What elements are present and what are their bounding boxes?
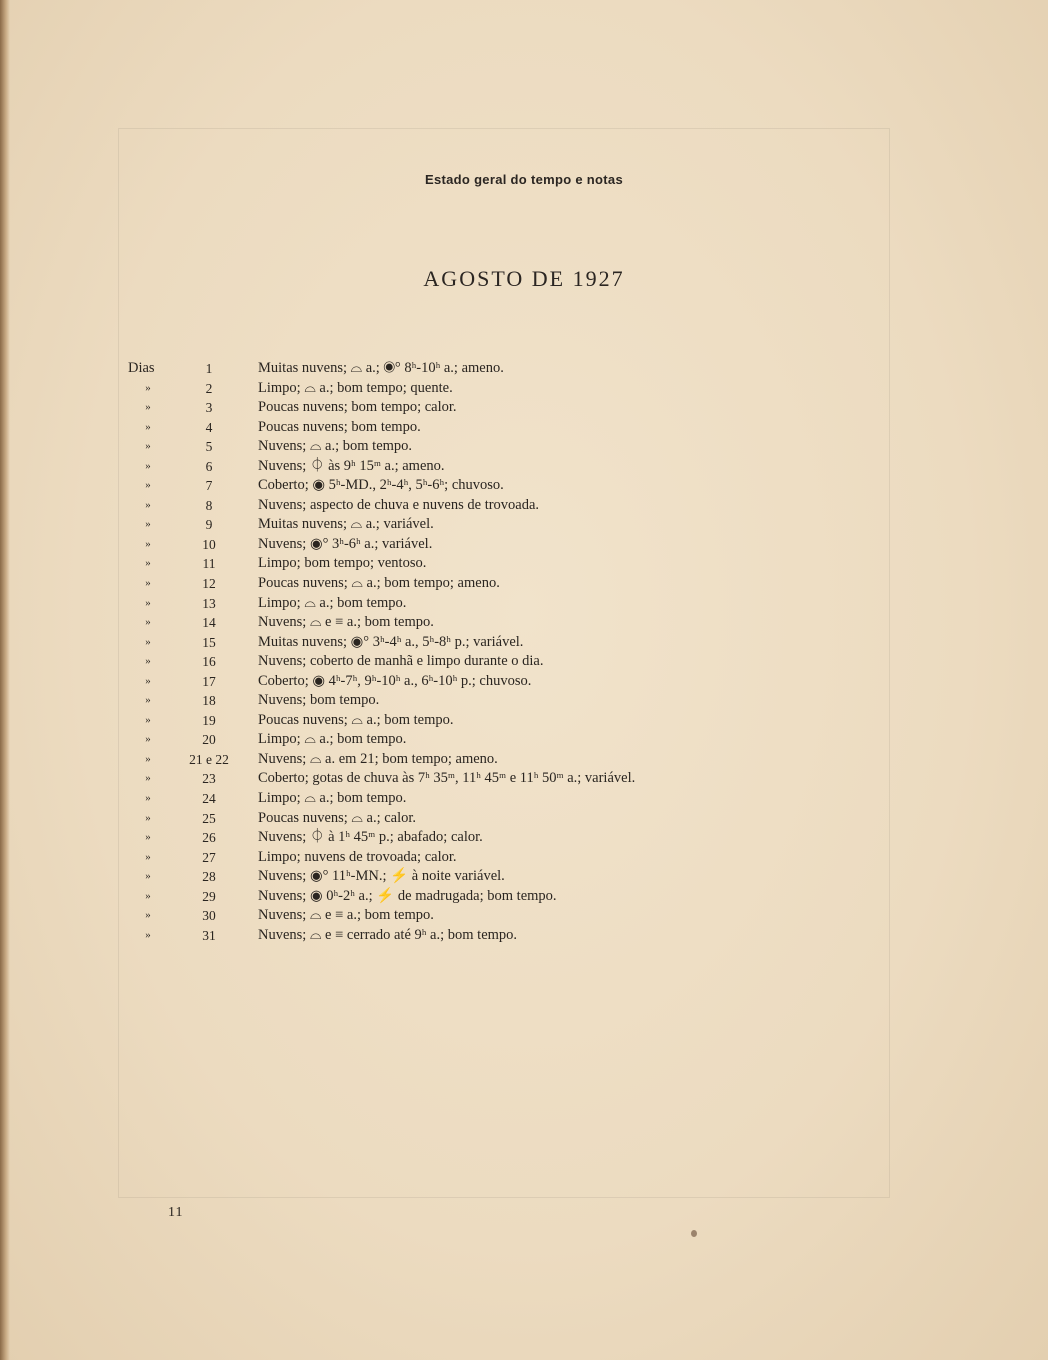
day-number: 4 [205, 419, 213, 435]
weather-note: Nuvens; ⌓ e ≡ a.; bom tempo. [258, 614, 434, 631]
weather-note: Limpo; bom tempo; ventoso. [258, 555, 427, 572]
log-row [0, 769, 1048, 789]
day-number: 29 [202, 888, 216, 904]
log-row [0, 515, 1048, 535]
day-number: 25 [202, 810, 216, 826]
weather-note: Poucas nuvens; bom tempo; calor. [258, 399, 457, 416]
day-number: 2 [205, 380, 213, 396]
log-row [0, 809, 1048, 829]
weather-note: Nuvens; ⌓ a. em 21; bom tempo; ameno. [258, 750, 498, 767]
log-row [0, 535, 1048, 555]
dias-label: Dias [128, 360, 155, 376]
log-row [0, 594, 1048, 614]
ditto-mark: » [145, 557, 151, 570]
log-row [0, 828, 1048, 848]
day-number: 28 [202, 869, 216, 885]
running-header: Estado geral do tempo e notas [425, 172, 623, 187]
ditto-mark: » [145, 616, 151, 629]
day-number: 26 [202, 830, 216, 846]
ditto-mark: » [145, 772, 151, 785]
day-number: 20 [202, 732, 216, 748]
ditto-mark: » [145, 870, 151, 883]
weather-note: Nuvens; bom tempo. [258, 692, 380, 709]
weather-note: Poucas nuvens; ⌓ a.; bom tempo; ameno. [258, 575, 500, 592]
ditto-mark: » [145, 674, 151, 687]
weather-note: Nuvens; ⏀ às 9ʰ 15ᵐ a.; ameno. [258, 457, 445, 474]
weather-note: Nuvens; coberto de manhã e limpo durante o dia. [258, 653, 544, 670]
log-row [0, 398, 1048, 418]
ditto-mark: » [145, 537, 151, 550]
ditto-mark: » [145, 694, 151, 707]
weather-note: Limpo; ⌓ a.; bom tempo. [258, 731, 407, 748]
ditto-mark: » [145, 635, 151, 648]
day-number: 10 [202, 536, 216, 552]
ditto-mark: » [145, 733, 151, 746]
weather-note: Limpo; nuvens de trovoada; calor. [258, 848, 457, 865]
weather-note: Coberto; ◉ 5ʰ-MD., 2ʰ-4ʰ, 5ʰ-6ʰ; chuvoso. [258, 477, 504, 494]
day-number: 5 [205, 439, 213, 455]
log-row [0, 691, 1048, 711]
weather-note: Nuvens; ◉° 11ʰ-MN.; ⚡ à noite variável. [258, 868, 505, 885]
day-number: 23 [202, 771, 216, 787]
log-row [0, 437, 1048, 457]
ditto-mark: » [145, 752, 151, 765]
log-row [0, 613, 1048, 633]
log-row [0, 418, 1048, 438]
weather-note: Nuvens; ⌓ a.; bom tempo. [258, 438, 413, 455]
log-row [0, 867, 1048, 887]
weather-note: Muitas nuvens; ⌓ a.; variável. [258, 516, 434, 533]
weather-note: Nuvens; ⌓ e ≡ cerrado até 9ʰ a.; bom tempo. [258, 926, 518, 943]
ditto-mark: » [145, 909, 151, 922]
log-row [0, 750, 1048, 770]
log-row [0, 554, 1048, 574]
ditto-mark: » [145, 713, 151, 726]
ditto-mark: » [145, 596, 151, 609]
ditto-mark: » [145, 459, 151, 472]
ditto-mark: » [145, 831, 151, 844]
log-row [0, 887, 1048, 907]
log-row [0, 633, 1048, 653]
log-row [0, 379, 1048, 399]
day-number: 6 [205, 458, 213, 474]
log-row [0, 359, 1048, 379]
ditto-mark: » [145, 655, 151, 668]
weather-note: Poucas nuvens; ⌓ a.; bom tempo. [258, 711, 454, 728]
weather-note: Poucas nuvens; bom tempo. [258, 418, 421, 435]
ditto-mark: » [145, 889, 151, 902]
ditto-mark: » [145, 440, 151, 453]
ditto-mark: » [145, 577, 151, 590]
log-row [0, 789, 1048, 809]
weather-note: Limpo; ⌓ a.; bom tempo. [258, 790, 407, 807]
ditto-mark: » [145, 792, 151, 805]
ditto-mark: » [145, 850, 151, 863]
log-row [0, 926, 1048, 946]
day-number: 3 [205, 400, 213, 416]
day-number: 17 [202, 673, 216, 689]
weather-note: Limpo; ⌓ a.; bom tempo; quente. [258, 379, 453, 396]
day-number: 7 [205, 478, 213, 494]
day-number: 12 [202, 576, 216, 592]
day-number: 8 [205, 497, 213, 513]
log-row [0, 730, 1048, 750]
ditto-mark: » [145, 401, 151, 414]
log-row [0, 476, 1048, 496]
log-row [0, 457, 1048, 477]
log-row [0, 496, 1048, 516]
weather-note: Nuvens; ◉° 3ʰ-6ʰ a.; variável. [258, 535, 433, 552]
day-number: 21 e 22 [189, 751, 229, 767]
log-row [0, 906, 1048, 926]
weather-note: Limpo; ⌓ a.; bom tempo. [258, 594, 407, 611]
ditto-mark: » [145, 518, 151, 531]
weather-note: Nuvens; ⌓ e ≡ a.; bom tempo. [258, 907, 434, 924]
day-number: 30 [202, 908, 216, 924]
log-row [0, 652, 1048, 672]
ditto-mark: » [145, 811, 151, 824]
day-number: 24 [202, 791, 216, 807]
weather-note: Nuvens; aspecto de chuva e nuvens de trovoada. [258, 496, 540, 513]
weather-note: Poucas nuvens; ⌓ a.; calor. [258, 809, 417, 826]
ditto-mark: » [145, 381, 151, 394]
page-title: AGOSTO DE 1927 [423, 266, 625, 291]
day-number: 31 [202, 927, 216, 943]
page-number: 11 [168, 1205, 184, 1220]
weather-note: Nuvens; ⏀ à 1ʰ 45ᵐ p.; abafado; calor. [258, 829, 483, 846]
weather-note: Coberto; ◉ 4ʰ-7ʰ, 9ʰ-10ʰ a., 6ʰ-10ʰ p.; chuvoso. [258, 672, 532, 689]
ink-spot [691, 1230, 697, 1237]
day-number: 13 [202, 595, 216, 611]
ditto-mark: » [145, 498, 151, 511]
ditto-mark: » [145, 479, 151, 492]
day-number: 18 [202, 693, 216, 709]
day-number: 1 [205, 361, 213, 376]
day-number: 9 [205, 517, 213, 533]
weather-note: Muitas nuvens; ◉° 3ʰ-4ʰ a., 5ʰ-8ʰ p.; variável. [258, 633, 524, 650]
weather-log [0, 359, 1048, 945]
weather-note: Muitas nuvens; ⌓ a.; ◉° 8ʰ-10ʰ a.; ameno. [258, 360, 504, 376]
day-number: 14 [202, 615, 216, 631]
log-row [0, 848, 1048, 868]
weather-note: Nuvens; ◉ 0ʰ-2ʰ a.; ⚡ de madrugada; bom tempo. [258, 887, 557, 904]
day-number: 16 [202, 654, 216, 670]
log-row [0, 672, 1048, 692]
weather-note: Coberto; gotas de chuva às 7ʰ 35ᵐ, 11ʰ 45ᵐ e 11ʰ 50ᵐ a.; variável. [258, 770, 636, 787]
day-number: 15 [202, 634, 216, 650]
day-number: 19 [202, 712, 216, 728]
log-row [0, 711, 1048, 731]
day-number: 11 [202, 556, 216, 572]
day-number: 27 [202, 849, 216, 865]
ditto-mark: » [145, 420, 151, 433]
log-row [0, 574, 1048, 594]
ditto-mark: » [145, 928, 151, 941]
